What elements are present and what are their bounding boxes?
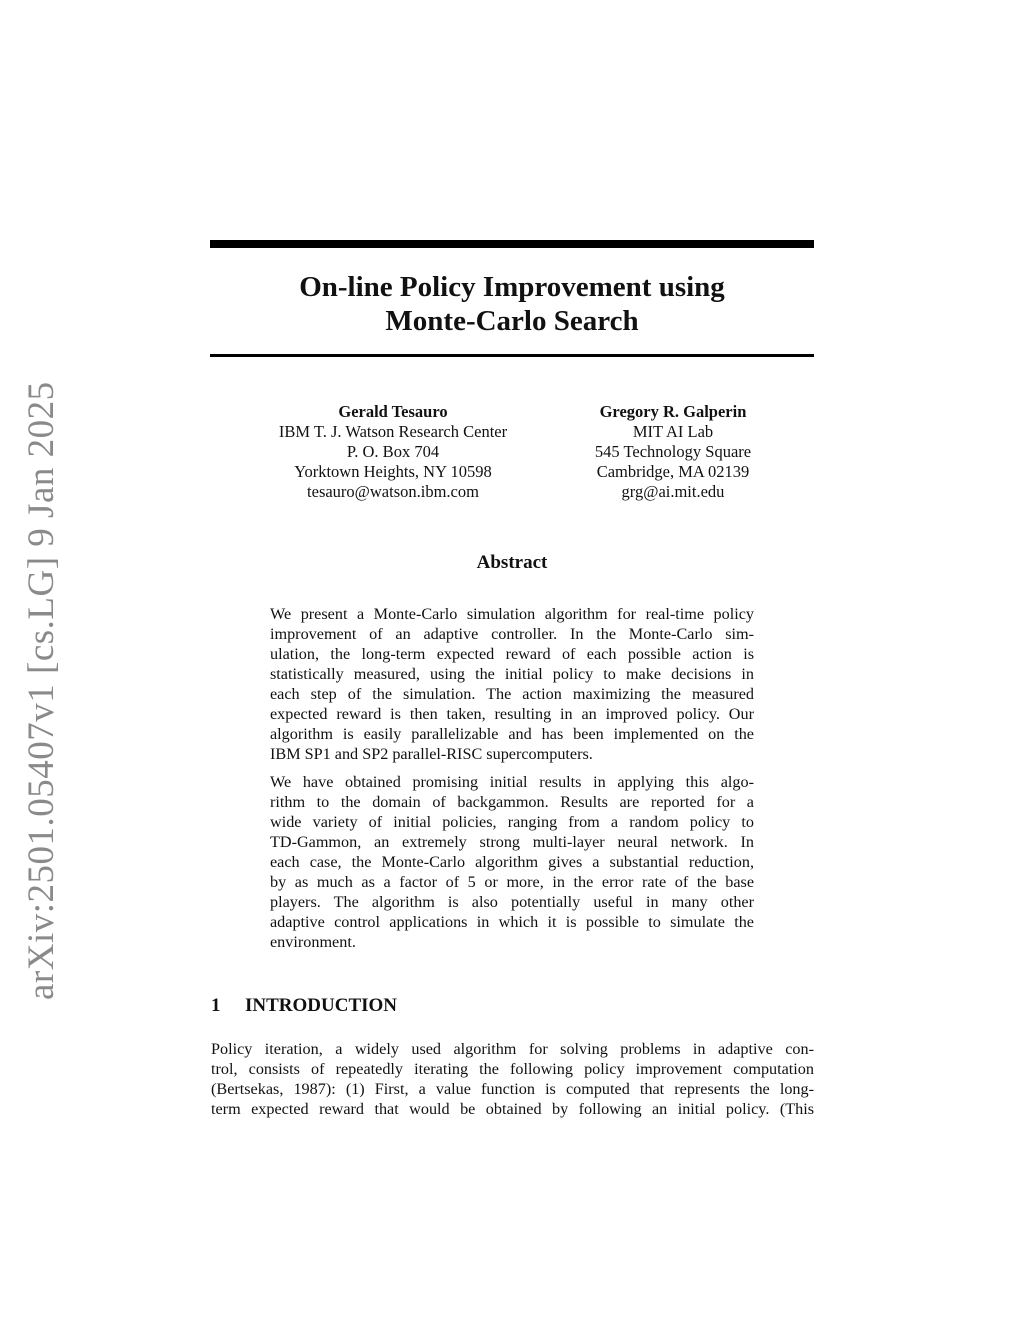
abstract-line: each case, the Monte-Carlo algorithm gives a substantial reduction, [270, 853, 754, 871]
abstract-paragraph-1 [270, 604, 754, 764]
abstract-line: expected reward is then taken, resulting in an improved policy. Our [270, 705, 754, 723]
author-address-line: P. O. Box 704 [346, 442, 440, 461]
author-affiliation: IBM T. J. Watson Research Center [278, 422, 508, 441]
author-email: tesauro@watson.ibm.com [307, 482, 479, 501]
arxiv-identifier-stamp: arXiv:2501.05407v1 [cs.LG] 9 Jan 2025 [21, 381, 62, 1000]
abstract-heading: Abstract [476, 552, 548, 573]
author-name: Gerald Tesauro [338, 402, 448, 421]
abstract-paragraph-2 [270, 772, 754, 952]
author-block-1 [252, 402, 534, 502]
author-address-line: Cambridge, MA 02139 [596, 462, 750, 481]
paper-title [210, 270, 814, 338]
abstract-line: by as much as a factor of 5 or more, in the error rate of the base [270, 873, 754, 891]
abstract-line: environment. [270, 933, 356, 951]
section-number: 1 [211, 995, 221, 1016]
abstract-line: adaptive control applications in which it is possible to simulate the [270, 913, 754, 931]
section-heading-introduction [211, 994, 397, 1018]
section-title: INTRODUCTION [245, 995, 398, 1016]
author-address-line: 545 Technology Square [594, 442, 752, 461]
abstract-line: players. The algorithm is also potentially useful in many other [270, 893, 754, 911]
abstract-line: ulation, the long-term expected reward of each possible action is [270, 645, 754, 663]
abstract-line: statistically measured, using the initial policy to make decisions in [270, 665, 754, 683]
abstract-body [270, 604, 754, 952]
author-name: Gregory R. Galperin [599, 402, 747, 421]
paper-title-line-2: Monte-Carlo Search [385, 305, 639, 337]
author-block-2 [568, 402, 778, 502]
abstract-line: wide variety of initial policies, ranging from a random policy to [270, 813, 754, 831]
abstract-line: We have obtained promising initial results in applying this algo- [270, 773, 754, 791]
abstract-line: We present a Monte-Carlo simulation algorithm for real-time policy [270, 605, 754, 623]
body-line: trol, consists of repeatedly iterating the following policy improvement computation [211, 1060, 814, 1078]
author-affiliation: MIT AI Lab [632, 422, 714, 441]
body-line: (Bertsekas, 1987): (1) First, a value function is computed that represents the long- [211, 1080, 814, 1098]
abstract-line: improvement of an adaptive controller. In the Monte-Carlo sim- [270, 625, 754, 643]
abstract-line: IBM SP1 and SP2 parallel-RISC supercomputers. [270, 745, 593, 763]
body-line: term expected reward that would be obtained by following an initial policy. (This [211, 1100, 814, 1118]
author-address-line: Yorktown Heights, NY 10598 [294, 462, 492, 481]
paper-title-line-1: On-line Policy Improvement using [299, 271, 725, 303]
abstract-line: each step of the simulation. The action maximizing the measured [270, 685, 754, 703]
abstract-line: rithm to the domain of backgammon. Results are reported for a [270, 793, 754, 811]
author-email: grg@ai.mit.edu [621, 482, 725, 501]
title-bottom-rule [210, 354, 814, 357]
abstract-line: TD-Gammon, an extremely strong multi-layer neural network. In [270, 833, 754, 851]
abstract-line: algorithm is easily parallelizable and has been implemented on the [270, 725, 754, 743]
introduction-body [211, 1039, 814, 1119]
body-line: Policy iteration, a widely used algorithm for solving problems in adaptive con- [211, 1040, 814, 1058]
title-top-rule [210, 240, 814, 248]
